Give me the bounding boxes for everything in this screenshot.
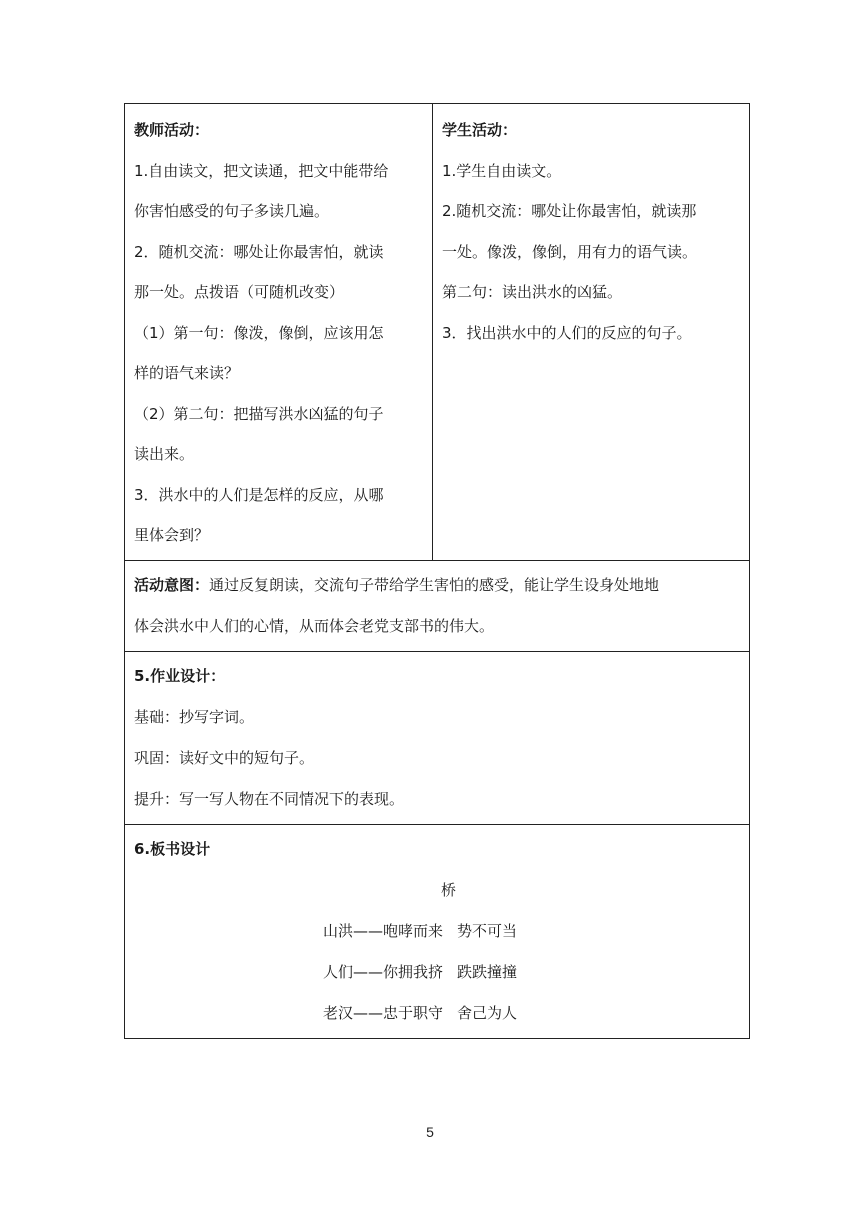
teacher-activity-heading: 教师活动： (134, 121, 210, 139)
intent-row (125, 560, 750, 651)
student-activity-cell (433, 104, 750, 561)
teacher-line: （2）第二句：把描写洪水凶猛的句子 (134, 404, 384, 423)
homework-item: 巩固：读好文中的短句子。 (134, 748, 315, 767)
activity-intent-text-continued: 体会洪水中人们的心情，从而体会老党支部书的伟大。 (134, 616, 495, 635)
board-row-right: 势不可当 (457, 921, 518, 940)
teacher-line: 那一处。点拨语（可随机改变） (134, 283, 345, 301)
teacher-activity-cell (125, 104, 433, 561)
teacher-line: 读出来。 (134, 445, 195, 463)
homework-item: 基础：抄写字词。 (134, 707, 255, 726)
board-row (134, 911, 741, 952)
student-line: 3．找出洪水中的人们的反应的句子。 (442, 323, 692, 342)
teacher-line: 3．洪水中的人们是怎样的反应，从哪 (134, 485, 384, 504)
board-design-heading: 6.板书设计 (134, 839, 211, 858)
homework-row (125, 651, 750, 824)
activity-intent-cell (125, 560, 750, 651)
board-row-left: 人们——你拥我挤 (323, 962, 444, 981)
teacher-line: （1）第一句：像泼，像倒，应该用怎 (134, 323, 384, 342)
teacher-line: 1.自由读文，把文读通，把文中能带给 (134, 161, 389, 180)
board-row-left: 老汉——忠于职守 (323, 1003, 444, 1022)
teacher-line: 里体会到？ (134, 526, 210, 544)
activity-intent-text: 通过反复朗读，交流句子带给学生害怕的感受，能让学生设身处地地 (209, 575, 660, 594)
page-number: 5 (426, 1124, 434, 1140)
board-row-right: 舍己为人 (457, 1003, 518, 1022)
homework-cell (125, 651, 750, 824)
board-row-right: 跌跌撞撞 (457, 962, 518, 981)
student-line: 第二句：读出洪水的凶猛。 (442, 283, 623, 301)
student-activity-heading: 学生活动： (442, 121, 518, 139)
board-design-cell (125, 824, 750, 1038)
activity-row (125, 104, 750, 561)
board-row (134, 952, 741, 993)
activity-intent-label: 活动意图： (134, 575, 210, 594)
teacher-line: 样的语气来读？ (134, 364, 240, 382)
homework-heading: 5.作业设计： (134, 666, 226, 685)
board-title: 桥 (440, 880, 456, 899)
board-row (134, 993, 741, 1034)
board-row-left: 山洪——咆哮而来 (323, 921, 444, 940)
homework-item: 提升：写一写人物在不同情况下的表现。 (134, 789, 405, 808)
lesson-plan-table (124, 103, 750, 1039)
board-design-row (125, 824, 750, 1038)
teacher-line: 2．随机交流：哪处让你最害怕，就读 (134, 242, 384, 261)
student-line: 一处。像泼，像倒，用有力的语气读。 (442, 242, 698, 261)
teacher-line: 你害怕感受的句子多读几遍。 (134, 202, 330, 220)
student-line: 1.学生自由读文。 (442, 161, 562, 180)
student-line: 2.随机交流：哪处让你最害怕，就读那 (442, 202, 697, 220)
